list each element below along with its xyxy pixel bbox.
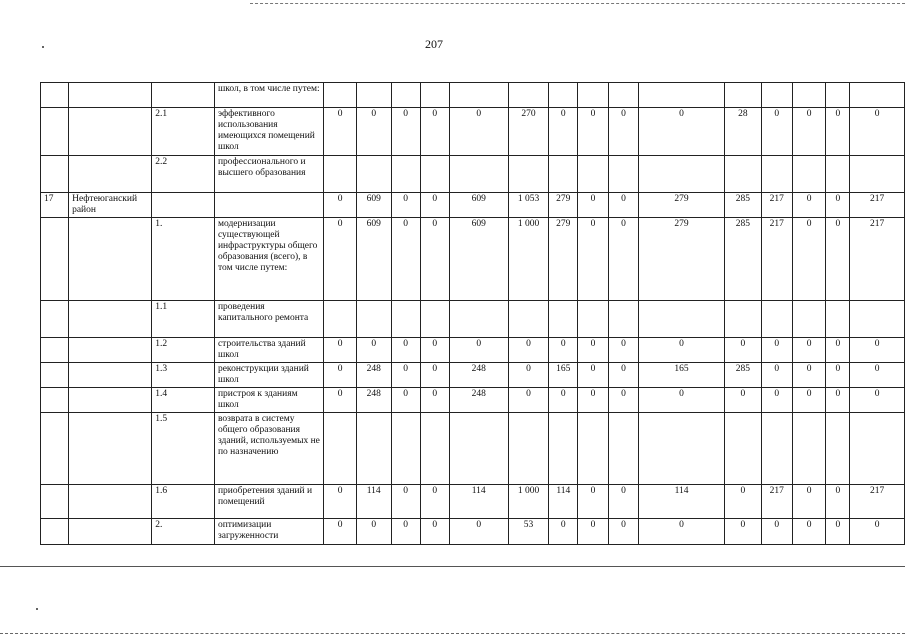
page-number: 207: [425, 37, 443, 51]
value-cell: 0: [420, 519, 449, 545]
value-cell: [449, 156, 508, 193]
value-cell: 0: [850, 338, 905, 363]
table-row: [41, 218, 905, 301]
district-cell: [69, 388, 152, 413]
value-cell: 0: [391, 338, 420, 363]
row-number: 17: [41, 193, 69, 218]
value-cell: 0: [850, 388, 905, 413]
value-cell: 0: [792, 519, 825, 545]
value-cell: 0: [792, 485, 825, 519]
value-cell: [549, 83, 578, 108]
table-row: [41, 519, 905, 545]
value-cell: 0: [578, 519, 609, 545]
value-cell: 0: [324, 485, 357, 519]
row-number: [41, 108, 69, 156]
value-cell: [578, 301, 609, 338]
scan-speck: [42, 46, 44, 48]
value-cell: 248: [356, 363, 391, 388]
value-cell: 217: [761, 485, 792, 519]
value-cell: [850, 301, 905, 338]
value-cell: 0: [792, 218, 825, 301]
value-cell: [324, 83, 357, 108]
table-row: [41, 156, 905, 193]
table-row: [41, 338, 905, 363]
value-cell: 609: [449, 193, 508, 218]
value-cell: 0: [608, 485, 638, 519]
description-cell: профессионального и высшего образования: [214, 156, 323, 193]
value-cell: 285: [725, 193, 761, 218]
district-cell: [69, 156, 152, 193]
value-cell: 0: [826, 388, 850, 413]
value-cell: [608, 83, 638, 108]
description-cell: школ, в том числе путем:: [214, 83, 323, 108]
value-cell: [761, 83, 792, 108]
description-cell: возврата в систему общего образования зданий, используемых не по назначению: [214, 413, 323, 485]
value-cell: [725, 156, 761, 193]
value-cell: 0: [508, 338, 549, 363]
value-cell: 0: [356, 519, 391, 545]
row-number: [41, 519, 69, 545]
scan-top-edge: [250, 3, 905, 4]
value-cell: 0: [638, 338, 724, 363]
item-code: [152, 193, 215, 218]
value-cell: [578, 156, 609, 193]
value-cell: 0: [761, 519, 792, 545]
description-cell: эффективного использования имеющихся помещений школ: [214, 108, 323, 156]
value-cell: 0: [391, 218, 420, 301]
value-cell: 0: [391, 363, 420, 388]
value-cell: [578, 413, 609, 485]
value-cell: 0: [578, 108, 609, 156]
row-number: [41, 485, 69, 519]
value-cell: 0: [608, 108, 638, 156]
value-cell: 609: [356, 193, 391, 218]
value-cell: [725, 83, 761, 108]
value-cell: 0: [792, 338, 825, 363]
value-cell: 270: [508, 108, 549, 156]
item-code: 1.2: [152, 338, 215, 363]
value-cell: 0: [356, 108, 391, 156]
value-cell: 53: [508, 519, 549, 545]
value-cell: 0: [391, 108, 420, 156]
item-code: 2.: [152, 519, 215, 545]
description-cell: модернизации существующей инфраструктуры общего образования (всего), в том числе путем:: [214, 218, 323, 301]
value-cell: 0: [761, 363, 792, 388]
value-cell: 0: [549, 388, 578, 413]
value-cell: [449, 83, 508, 108]
value-cell: 248: [449, 363, 508, 388]
value-cell: 165: [549, 363, 578, 388]
value-cell: 0: [449, 338, 508, 363]
scan-speck: [36, 608, 38, 610]
value-cell: 0: [578, 485, 609, 519]
item-code: [152, 83, 215, 108]
scan-bottom-edge: [0, 633, 905, 634]
value-cell: 0: [449, 108, 508, 156]
value-cell: 1 000: [508, 485, 549, 519]
value-cell: [761, 301, 792, 338]
value-cell: 248: [449, 388, 508, 413]
district-cell: [69, 338, 152, 363]
value-cell: 0: [324, 519, 357, 545]
item-code: 1.4: [152, 388, 215, 413]
data-table: [40, 82, 905, 545]
value-cell: [826, 301, 850, 338]
value-cell: [725, 301, 761, 338]
value-cell: [356, 413, 391, 485]
value-cell: 0: [725, 519, 761, 545]
value-cell: 0: [420, 338, 449, 363]
district-cell: [69, 413, 152, 485]
district-cell: [69, 519, 152, 545]
description-cell: проведения капитального ремонта: [214, 301, 323, 338]
value-cell: [420, 83, 449, 108]
value-cell: 0: [608, 519, 638, 545]
value-cell: [508, 301, 549, 338]
value-cell: 0: [725, 388, 761, 413]
value-cell: 0: [508, 388, 549, 413]
value-cell: 0: [850, 363, 905, 388]
value-cell: 0: [638, 388, 724, 413]
value-cell: 0: [420, 485, 449, 519]
value-cell: 279: [638, 193, 724, 218]
value-cell: [850, 83, 905, 108]
value-cell: 0: [826, 338, 850, 363]
value-cell: [578, 83, 609, 108]
value-cell: 285: [725, 218, 761, 301]
value-cell: 0: [549, 338, 578, 363]
value-cell: 0: [324, 108, 357, 156]
item-code: 1.1: [152, 301, 215, 338]
value-cell: 279: [549, 193, 578, 218]
value-cell: [761, 156, 792, 193]
value-cell: 0: [792, 193, 825, 218]
value-cell: [549, 301, 578, 338]
value-cell: [391, 413, 420, 485]
district-cell: [69, 108, 152, 156]
value-cell: 0: [792, 363, 825, 388]
value-cell: [508, 156, 549, 193]
value-cell: [420, 156, 449, 193]
row-number: [41, 83, 69, 108]
value-cell: [449, 413, 508, 485]
row-number: [41, 301, 69, 338]
value-cell: [449, 301, 508, 338]
item-code: 2.2: [152, 156, 215, 193]
value-cell: 0: [608, 388, 638, 413]
item-code: 2.1: [152, 108, 215, 156]
value-cell: 0: [826, 363, 850, 388]
district-cell: [69, 301, 152, 338]
item-code: 1.: [152, 218, 215, 301]
value-cell: 0: [826, 218, 850, 301]
value-cell: [356, 301, 391, 338]
description-cell: реконструкции зданий школ: [214, 363, 323, 388]
value-cell: 285: [725, 363, 761, 388]
value-cell: 0: [792, 388, 825, 413]
value-cell: 0: [391, 519, 420, 545]
value-cell: 0: [549, 519, 578, 545]
value-cell: 0: [391, 485, 420, 519]
value-cell: [826, 156, 850, 193]
value-cell: 0: [420, 193, 449, 218]
value-cell: 165: [638, 363, 724, 388]
value-cell: [608, 301, 638, 338]
district-cell: [69, 485, 152, 519]
value-cell: 217: [761, 218, 792, 301]
value-cell: 1 053: [508, 193, 549, 218]
value-cell: 0: [324, 193, 357, 218]
value-cell: 114: [449, 485, 508, 519]
value-cell: [638, 301, 724, 338]
value-cell: [725, 413, 761, 485]
value-cell: 0: [826, 193, 850, 218]
value-cell: 0: [578, 338, 609, 363]
item-code: 1.5: [152, 413, 215, 485]
value-cell: 0: [608, 218, 638, 301]
value-cell: 0: [638, 108, 724, 156]
row-number: [41, 413, 69, 485]
value-cell: 0: [324, 218, 357, 301]
value-cell: [356, 156, 391, 193]
value-cell: [420, 413, 449, 485]
value-cell: 609: [356, 218, 391, 301]
value-cell: 0: [826, 519, 850, 545]
table-row: [41, 193, 905, 218]
page-bottom-rule: [0, 566, 905, 567]
value-cell: 0: [578, 363, 609, 388]
value-cell: 0: [850, 108, 905, 156]
value-cell: 0: [608, 338, 638, 363]
value-cell: [356, 83, 391, 108]
value-cell: [324, 301, 357, 338]
value-cell: 0: [761, 338, 792, 363]
value-cell: [850, 413, 905, 485]
value-cell: 609: [449, 218, 508, 301]
description-cell: пристроя к зданиям школ: [214, 388, 323, 413]
row-number: [41, 363, 69, 388]
value-cell: [549, 413, 578, 485]
value-cell: [638, 83, 724, 108]
value-cell: 248: [356, 388, 391, 413]
value-cell: 217: [850, 218, 905, 301]
value-cell: 0: [725, 338, 761, 363]
value-cell: 0: [324, 338, 357, 363]
value-cell: 0: [420, 108, 449, 156]
value-cell: 0: [549, 108, 578, 156]
table-row: [41, 83, 905, 108]
table-row: [41, 485, 905, 519]
description-cell: [214, 193, 323, 218]
value-cell: [324, 156, 357, 193]
value-cell: 217: [761, 193, 792, 218]
value-cell: 114: [638, 485, 724, 519]
table-row: [41, 301, 905, 338]
value-cell: [792, 156, 825, 193]
table-row: [41, 413, 905, 485]
table-row: [41, 363, 905, 388]
item-code: 1.3: [152, 363, 215, 388]
district-cell: Нефтеюганский район: [69, 193, 152, 218]
description-cell: оптимизации загруженности: [214, 519, 323, 545]
value-cell: [792, 301, 825, 338]
row-number: [41, 338, 69, 363]
value-cell: [850, 156, 905, 193]
value-cell: 1 000: [508, 218, 549, 301]
value-cell: 217: [850, 193, 905, 218]
value-cell: 0: [850, 519, 905, 545]
value-cell: 0: [578, 193, 609, 218]
value-cell: [638, 413, 724, 485]
value-cell: 0: [508, 363, 549, 388]
row-number: [41, 156, 69, 193]
value-cell: 0: [420, 363, 449, 388]
value-cell: 0: [725, 485, 761, 519]
value-cell: [608, 156, 638, 193]
value-cell: 0: [420, 218, 449, 301]
table-row: [41, 108, 905, 156]
description-cell: приобретения зданий и помещений: [214, 485, 323, 519]
district-cell: [69, 218, 152, 301]
value-cell: [549, 156, 578, 193]
value-cell: 114: [356, 485, 391, 519]
value-cell: [508, 83, 549, 108]
value-cell: 0: [356, 338, 391, 363]
value-cell: [391, 301, 420, 338]
value-cell: 279: [638, 218, 724, 301]
table-row: [41, 388, 905, 413]
value-cell: [792, 413, 825, 485]
value-cell: 0: [826, 485, 850, 519]
value-cell: [826, 413, 850, 485]
row-number: [41, 388, 69, 413]
value-cell: [324, 413, 357, 485]
value-cell: 0: [578, 218, 609, 301]
district-cell: [69, 83, 152, 108]
value-cell: [608, 413, 638, 485]
value-cell: 0: [608, 363, 638, 388]
value-cell: 28: [725, 108, 761, 156]
value-cell: 0: [761, 108, 792, 156]
value-cell: 0: [420, 388, 449, 413]
value-cell: 217: [850, 485, 905, 519]
value-cell: [391, 83, 420, 108]
value-cell: 0: [578, 388, 609, 413]
value-cell: [420, 301, 449, 338]
value-cell: 0: [608, 193, 638, 218]
description-cell: строительства зданий школ: [214, 338, 323, 363]
value-cell: [826, 83, 850, 108]
value-cell: [508, 413, 549, 485]
value-cell: [761, 413, 792, 485]
value-cell: 0: [391, 388, 420, 413]
item-code: 1.6: [152, 485, 215, 519]
district-cell: [69, 363, 152, 388]
value-cell: 0: [324, 388, 357, 413]
row-number: [41, 218, 69, 301]
value-cell: 0: [638, 519, 724, 545]
value-cell: [792, 83, 825, 108]
value-cell: 0: [792, 108, 825, 156]
value-cell: 0: [449, 519, 508, 545]
value-cell: 114: [549, 485, 578, 519]
value-cell: 0: [761, 388, 792, 413]
value-cell: 0: [826, 108, 850, 156]
value-cell: 279: [549, 218, 578, 301]
value-cell: 0: [324, 363, 357, 388]
value-cell: 0: [391, 193, 420, 218]
value-cell: [638, 156, 724, 193]
value-cell: [391, 156, 420, 193]
